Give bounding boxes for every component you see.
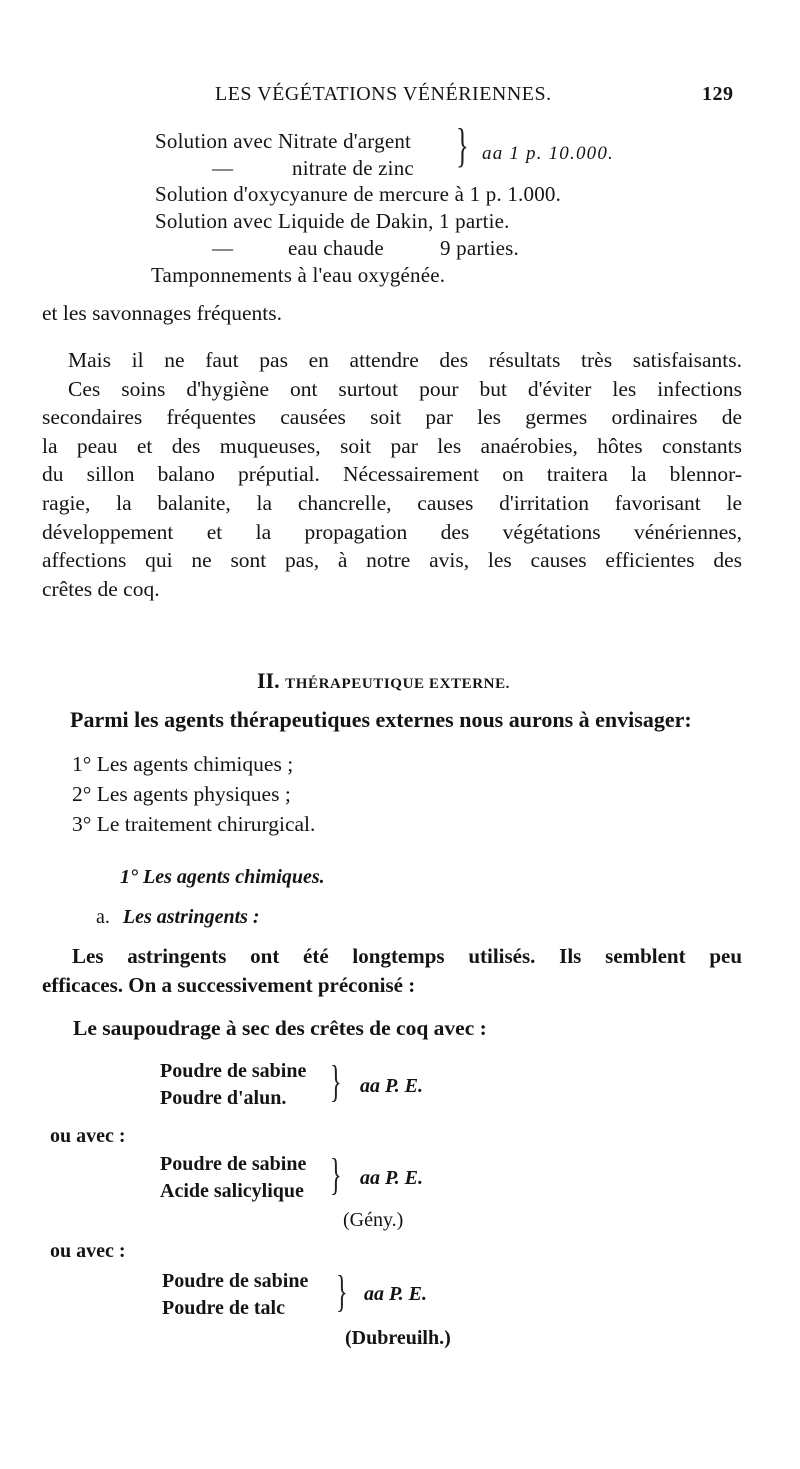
section-title [257, 668, 510, 694]
recipe-connector: ou avec : [50, 1240, 126, 1262]
paragraph-saupoudrage: Le saupoudrage à sec des crêtes de coq avec : [73, 1016, 487, 1040]
formula-dose: aa 1 p. 10.000. [482, 143, 614, 164]
paragraph-astringents [42, 942, 742, 999]
recipe-dose: aa P. E. [360, 1075, 423, 1097]
paragraph-line: Ces soins d'hygiène ont surtout pour but d'éviter les infections [68, 376, 742, 401]
recipe-line: Poudre de sabine [160, 1153, 307, 1175]
subheading-chemical-agents: 1° Les agents chimiques. [120, 866, 325, 888]
recipe-line: Acide salicylique [160, 1180, 304, 1202]
paragraph-line: développement et la propagation des végétations vénériennes, [42, 519, 742, 544]
section-title-text: THÉRAPEUTIQUE EXTERNE. [285, 676, 511, 692]
paragraph-line: la peau et des muqueuses, soit par les anaérobies, hôtes constants [42, 433, 742, 458]
agents-list [72, 749, 315, 839]
paragraph-line: secondaires fréquentes causées soit par les germes ordinaires de [42, 405, 742, 430]
formula-line-2: nitrate de zinc [292, 156, 414, 180]
formula-line-2-dash: — [212, 156, 234, 180]
page-number: 129 [702, 83, 734, 105]
recipe-source: (Gény.) [343, 1209, 404, 1231]
brace-icon: } [330, 1150, 342, 1199]
formula-line-5-dash: — [212, 236, 234, 260]
paragraph-line: du sillon balano préputial. Nécessairement on traitera la blennor- [42, 462, 742, 487]
formula-line-5a: eau chaude [288, 236, 384, 260]
running-title: LES VÉGÉTATIONS VÉNÉRIENNES. [215, 83, 552, 105]
list-item: 2° Les agents physiques ; [72, 782, 291, 806]
recipe-line: Poudre de sabine [160, 1060, 307, 1082]
brace-icon: } [336, 1267, 348, 1316]
subsubheading-astringents [96, 906, 260, 929]
formula-line-4: Solution avec Liquide de Dakin, 1 partie. [155, 209, 510, 233]
recipe-source: (Dubreuilh.) [345, 1327, 451, 1349]
brace-icon: } [330, 1057, 342, 1106]
paragraph-line: ragie, la balanite, la chancrelle, causes d'irritation favorisant le [42, 490, 742, 515]
recipe-connector: ou avec : [50, 1125, 126, 1147]
formula-line-6: Tamponnements à l'eau oxygénée. [151, 263, 446, 287]
recipe-dose: aa P. E. [360, 1167, 423, 1189]
recipe-line: Poudre d'alun. [160, 1087, 287, 1109]
formula-line-3: Solution d'oxycyanure de mercure à 1 p. 1.000. [155, 182, 562, 206]
list-item: 3° Le traitement chirurgical. [72, 812, 316, 836]
paragraph-line: affections qui ne sont pas, à notre avis, les causes efficientes des [42, 548, 742, 573]
recipe-dose: aa P. E. [364, 1283, 427, 1305]
paragraph-line: Les astringents ont été longtemps utilisés. Ils semblent peu [72, 944, 742, 968]
paragraph-hygiene [42, 346, 742, 603]
formula-line-1: Solution avec Nitrate d'argent [155, 129, 412, 153]
paragraph-line: Mais il ne faut pas en attendre des résultats très satisfaisants. [68, 348, 742, 372]
continuation-line: et les savonnages fréquents. [42, 301, 283, 325]
subsubheading-letter: a. [96, 906, 110, 928]
paragraph-line: crêtes de coq. [42, 576, 160, 601]
formula-line-5b: 9 parties. [440, 236, 519, 260]
recipe-line: Poudre de talc [162, 1297, 285, 1319]
intro-line: Parmi les agents thérapeutiques externes nous aurons à envisager: [70, 707, 692, 732]
list-item: 1° Les agents chimiques ; [72, 752, 294, 776]
section-numeral: II. [257, 668, 280, 693]
paragraph-line: efficaces. On a successivement préconisé : [42, 972, 416, 997]
recipe-line: Poudre de sabine [162, 1270, 309, 1292]
brace-icon: } [456, 119, 469, 172]
subsubheading-label: Les astringents : [122, 906, 260, 928]
